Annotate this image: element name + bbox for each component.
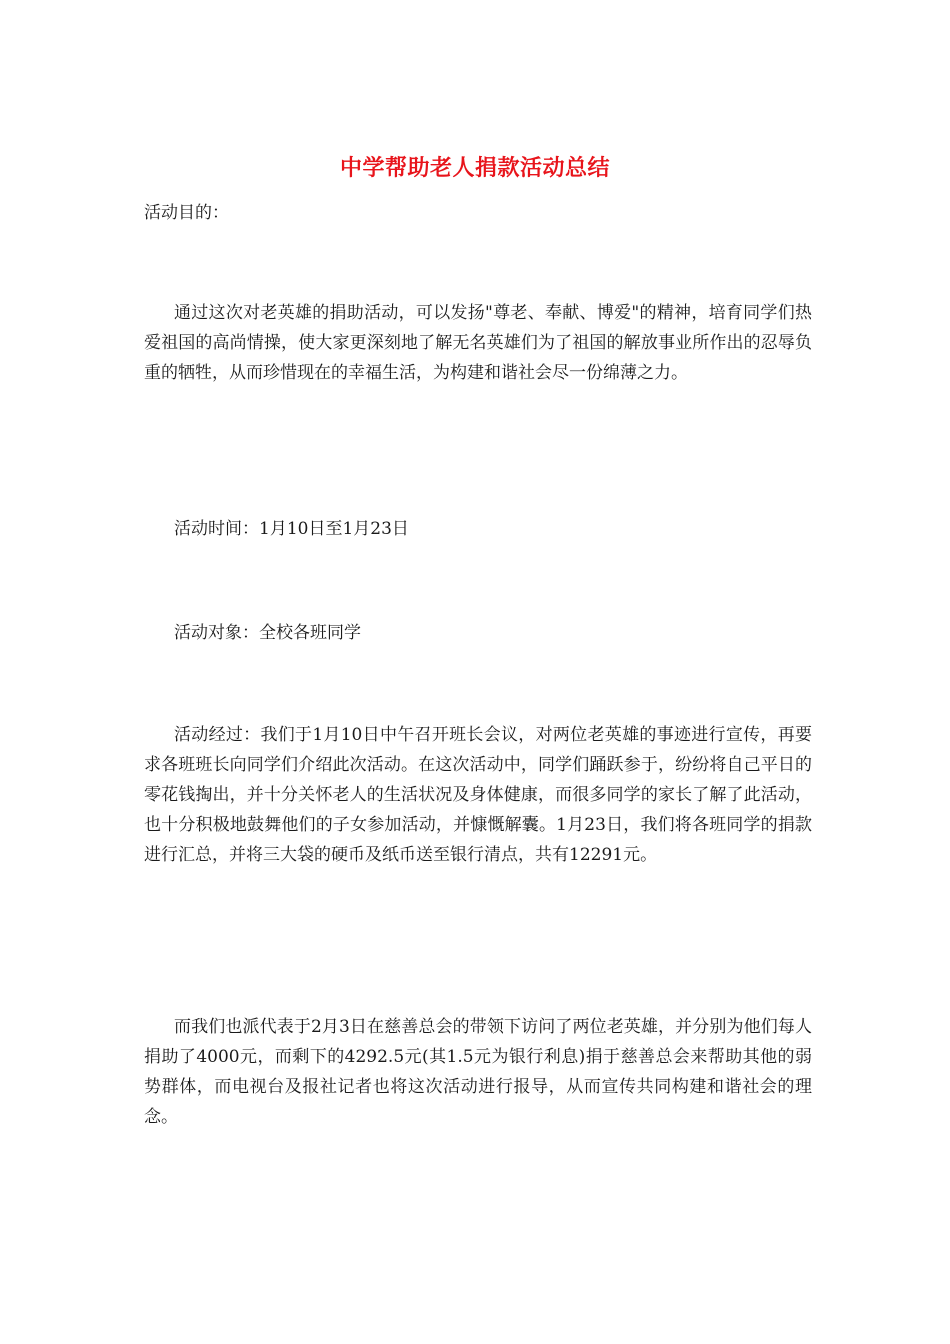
paragraph-time: 活动时间：1月10日至1月23日 (174, 519, 409, 539)
document-title: 中学帮助老人捐款活动总结 (339, 155, 610, 181)
paragraph-purpose: 通过这次对老英雄的捐助活动，可以发扬"尊老、奉献、博爱"的精神，培育同学们热爱祖国的高尚情操，使大家更深刻地了解无名英雄们为了祖国的解放事业所作出的忍辱负重的牺牲，从而珍惜现在的幸福生活，为构建和谐社会尽一份绵薄之力。 (144, 303, 812, 383)
paragraph-target: 活动对象：全校各班同学 (174, 623, 361, 643)
paragraph-visit: 而我们也派代表于2月3日在慈善总会的带领下访问了两位老英雄，并分别为他们每人捐助了4000元，而剩下的4292.5元(其1.5元为银行利息)捐于慈善总会来帮助其他的弱势群体，而电视台及报社记者也将这次活动进行报导，从而宣传共同构建和谐社会的理念。 (144, 1017, 812, 1127)
paragraph-process: 活动经过：我们于1月10日中午召开班长会议，对两位老英雄的事迹进行宣传，再要求各班班长向同学们介绍此次活动。在这次活动中，同学们踊跃参于，纷纷将自己平日的零花钱掏出，并十分关怀老人的生活状况及身体健康，而很多同学的家长了解了此活动，也十分积极地鼓舞他们的子女参加活动，并慷慨解囊。1月23日，我们将各班同学的捐款进行汇总，并将三大袋的硬币及纸币送至银行清点，共有12291元。 (144, 725, 812, 865)
purpose-label: 活动目的： (144, 203, 229, 223)
